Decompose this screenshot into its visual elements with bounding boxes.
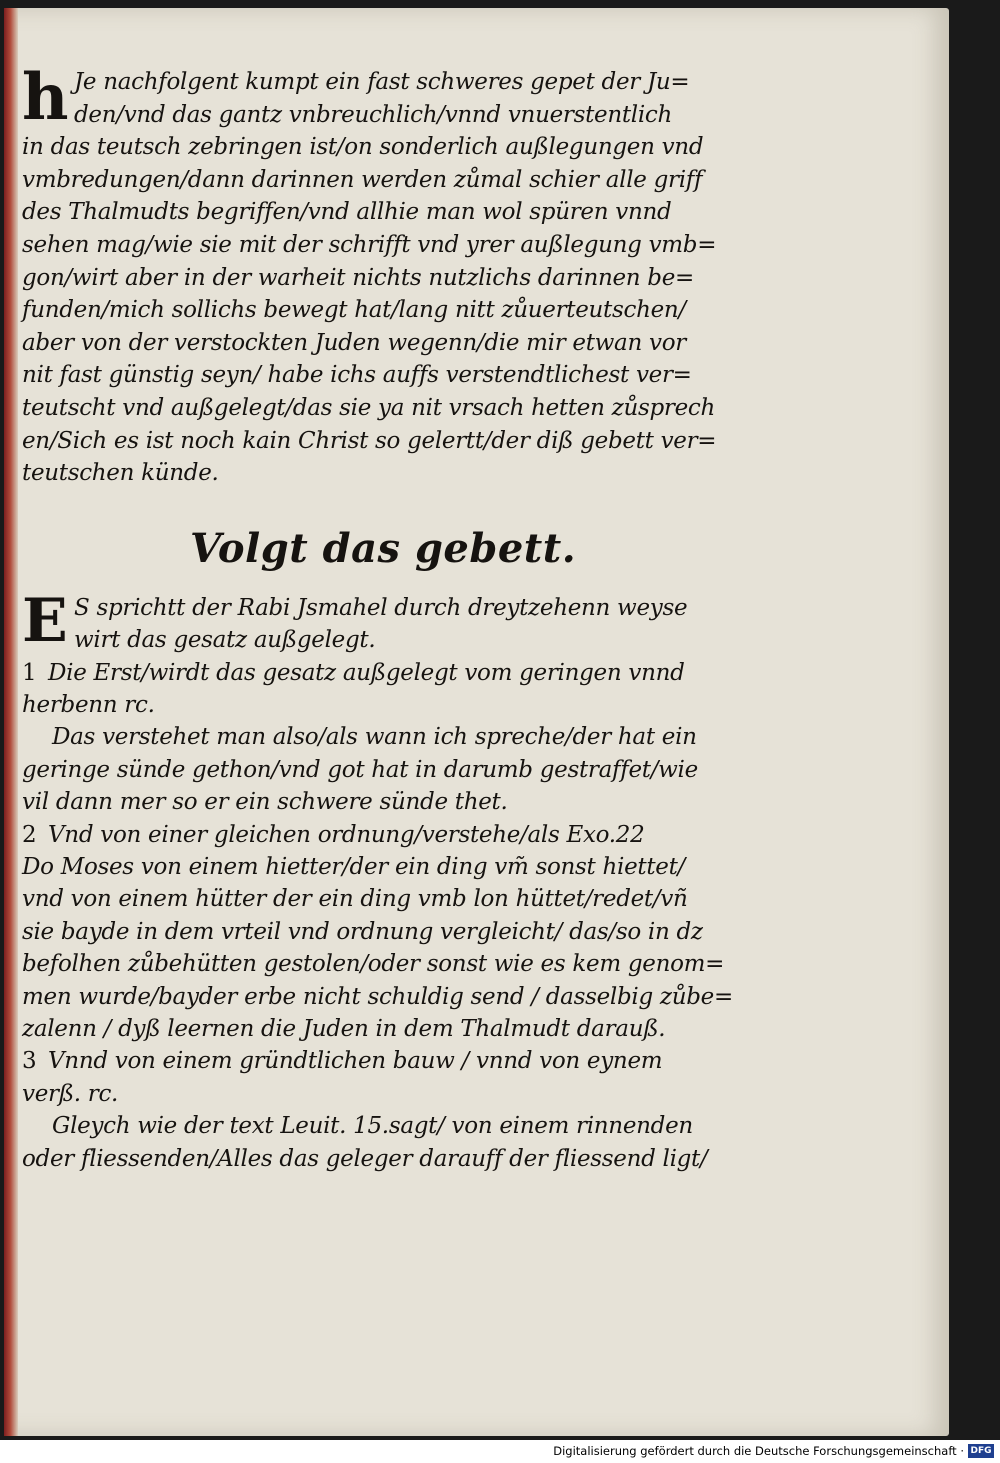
body-line (22, 1045, 742, 1077)
body-line (22, 721, 742, 753)
body-line (22, 1078, 742, 1110)
body-line (22, 592, 742, 624)
rule-number: 2 (22, 821, 37, 848)
intro-line: in das teutsch zebringen ist/on sonderlich außlegungen vnd (22, 134, 704, 161)
body-line (22, 689, 742, 721)
intro-line: aber von der verstockten Juden wegenn/die mir etwan vor (22, 329, 686, 356)
intro-line: Je nachfolgent kumpt ein fast schweres gepet der Ju= (74, 69, 690, 95)
intro-line: en/Sich es ist noch kain Christ so gelertt/der diß gebett ver= (22, 427, 717, 454)
body-line-text: wirt das gesatz außgelegt. (74, 627, 376, 654)
body-line-text: Vnd von einer gleichen ordnung/verstehe/als Exo.22 (48, 821, 645, 848)
intro-paragraph (22, 60, 742, 490)
body-line (22, 1143, 742, 1175)
body-line (22, 624, 742, 656)
body-line-text: sie bayde in dem vrteil vnd ordnung vergleicht/ das/so in dz (22, 918, 703, 945)
body-line-text: herbenn rc. (22, 691, 155, 718)
body-line-text: Do Moses von einem hietter/der ein ding vm̃ sonst hiettet/ (22, 853, 685, 880)
intro-line: teutschen künde. (22, 460, 219, 487)
section-heading: Volgt das gebett. (190, 524, 577, 572)
body-line-text: Die Erst/wirdt das gesatz außgelegt vom geringen vnnd (48, 659, 685, 686)
body-line-text: vnd von einem hütter der ein ding vmb lon hüttet/redet/vñ (22, 886, 688, 913)
body-line (22, 1013, 742, 1045)
intro-line: gon/wirt aber in der warheit nichts nutzlichs darinnen be= (22, 264, 695, 291)
intro-line: nit fast günstig seyn/ habe ichs auffs verstendtlichest ver= (22, 362, 692, 389)
body-line (22, 883, 742, 915)
body-line-text: vil dann mer so er ein schwere sünde thet. (22, 789, 508, 816)
intro-line: des Thalmudts begriffen/vnd allhie man wol spüren vnnd (22, 199, 672, 226)
intro-line: den/vnd das gantz vnbreuchlich/vnnd vnuerstentlich (74, 101, 673, 128)
body-line (22, 1110, 742, 1142)
body-line-text: befolhen zůbehütten gestolen/oder sonst wie es kem genom= (22, 951, 725, 978)
digitization-credit: Digitalisierung gefördert durch die Deutsche Forschungsgemeinschaft · (553, 1444, 964, 1458)
prayer-body (22, 585, 742, 1175)
dfg-logo-badge: DFG (968, 1444, 994, 1458)
body-line (22, 948, 742, 980)
body-line (22, 851, 742, 883)
text-block (22, 60, 742, 1175)
intro-line: funden/mich sollichs bewegt hat/lang nitt zůuerteutschen/ (22, 297, 686, 324)
body-line-text: S sprichtt der Rabi Jsmahel durch dreytzehenn weyse (74, 594, 688, 621)
intro-initial-letter: h (22, 60, 69, 135)
body-line-text: verß. rc. (22, 1080, 119, 1107)
body-line (22, 754, 742, 786)
body-line (22, 981, 742, 1013)
intro-line: teutscht vnd außgelegt/das sie ya nit vrsach hetten zůsprech (22, 394, 715, 421)
intro-line: sehen mag/wie sie mit der schrifft vnd yrer außlegung vmb= (22, 231, 717, 258)
book-page (4, 8, 949, 1436)
body-line-text: oder fliessenden/Alles das geleger darauff der fliessend ligt/ (22, 1145, 708, 1172)
rule-number: 1 (22, 659, 37, 686)
body-line (22, 819, 742, 851)
page-binding-edge (4, 8, 18, 1436)
body-line-text: zalenn / dyß leernen die Juden in dem Thalmudt darauß. (22, 1016, 666, 1042)
body-line (22, 916, 742, 948)
body-line-text: men wurde/bayder erbe nicht schuldig send / dasselbig zůbe= (22, 983, 733, 1010)
body-line-text: Gleych wie der text Leuit. 15.sagt/ von einem rinnenden (52, 1113, 693, 1140)
body-line-text: Vnnd von einem gründtlichen bauw / vnnd von eynem (48, 1048, 663, 1075)
body-initial-letter: E (22, 585, 68, 656)
body-line-text: Das verstehet man also/als wann ich spreche/der hat ein (52, 724, 697, 751)
body-line (22, 786, 742, 818)
body-line (22, 657, 742, 689)
intro-line: vmbredungen/dann darinnen werden zůmal schier alle griff (22, 166, 703, 193)
rule-number: 3 (22, 1048, 37, 1075)
body-line-text: geringe sünde gethon/vnd got hat in darumb gestraffet/wie (22, 756, 698, 783)
